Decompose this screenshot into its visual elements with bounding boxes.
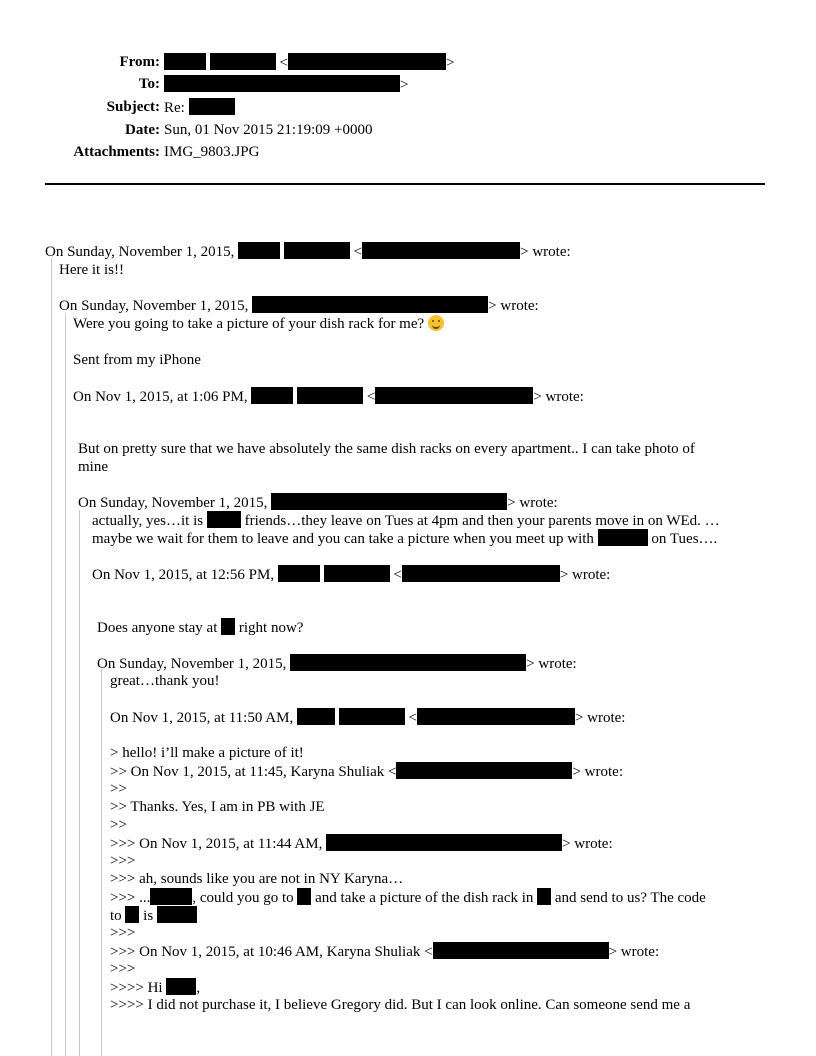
redaction — [189, 98, 235, 115]
redaction — [164, 53, 206, 70]
quoted-line: >>> On Nov 1, 2015, at 10:46 AM, Karyna Shuliak < > wrote: — [110, 944, 660, 960]
quoted-line: >>> — [110, 853, 136, 869]
redaction — [297, 708, 335, 725]
date-value: Sun, 01 Nov 2015 21:19:09 +0000 — [164, 122, 373, 138]
from-value: < > — [164, 53, 454, 72]
redaction — [297, 888, 311, 905]
redaction — [238, 242, 280, 259]
message-text: mine — [78, 459, 108, 475]
quoted-line: >>> ... , could you go to and take a picture of the dish rack in and send to us? The code — [110, 890, 706, 906]
quote-bar — [51, 258, 52, 1056]
redaction — [326, 834, 562, 851]
attachments-row — [0, 143, 160, 165]
subject-label: Subject: — [106, 99, 160, 115]
to-label: To: — [138, 76, 160, 92]
message-text: maybe we wait for them to leave and you can take a picture when you meet up with on Tues…. — [92, 531, 718, 547]
redaction — [221, 618, 235, 635]
redaction — [598, 529, 648, 546]
smiley-emoji-icon — [428, 315, 444, 331]
redaction — [339, 708, 405, 725]
quoted-line: >> — [110, 817, 127, 833]
redaction — [324, 565, 390, 582]
redaction — [278, 565, 320, 582]
quote-attribution: On Nov 1, 2015, at 1:06 PM, < > wrote: — [73, 389, 584, 405]
redaction — [290, 654, 526, 671]
message-text: Does anyone stay at right now? — [97, 620, 304, 636]
redaction — [375, 387, 533, 404]
quote-attribution: On Sunday, November 1, 2015, > wrote: — [59, 298, 539, 314]
attachments-label: Attachments: — [73, 144, 160, 160]
quote-attribution: On Sunday, November 1, 2015, > wrote: — [97, 656, 577, 672]
redaction — [284, 242, 350, 259]
redaction — [210, 53, 276, 70]
message-text: actually, yes…it is friends…they leave on Tues at 4pm and then your parents move in on WEd. … — [92, 513, 720, 529]
quote-attribution: On Sunday, November 1, 2015, > wrote: — [78, 495, 558, 511]
redaction — [271, 493, 507, 510]
date-label: Date: — [125, 122, 160, 138]
header-divider — [45, 183, 765, 185]
redaction — [125, 906, 139, 923]
redaction — [252, 296, 488, 313]
message-text: But on pretty sure that we have absolutely the same dish racks on every apartment.. I can take photo of — [78, 441, 695, 457]
quote-attribution: On Nov 1, 2015, at 11:50 AM, < > wrote: — [110, 710, 626, 726]
date-row — [0, 121, 160, 143]
quoted-line: >>> ah, sounds like you are not in NY Karyna… — [110, 871, 404, 887]
subject-value: Re: — [164, 98, 235, 117]
attachments-value: IMG_9803.JPG — [164, 144, 260, 160]
to-value: > — [164, 75, 408, 94]
redaction — [297, 387, 363, 404]
from-label: From: — [119, 54, 160, 70]
redaction — [150, 888, 192, 905]
quoted-line: >>> — [110, 961, 136, 977]
quote-attribution: On Sunday, November 1, 2015, < > wrote: — [45, 244, 571, 260]
quoted-line: to is — [110, 906, 197, 925]
subject-row — [0, 98, 160, 120]
quote-attribution: On Nov 1, 2015, at 12:56 PM, < > wrote: — [92, 567, 611, 583]
message-text: Here it is!! — [59, 262, 124, 278]
signature-text: Sent from my iPhone — [73, 352, 201, 368]
message-text: Were you going to take a picture of your dish rack for me? — [73, 315, 444, 333]
redaction — [417, 708, 575, 725]
redaction — [288, 53, 446, 70]
redaction — [362, 242, 520, 259]
quoted-line: >>> On Nov 1, 2015, at 11:44 AM, > wrote: — [110, 836, 613, 852]
redaction — [157, 906, 197, 923]
quoted-line: >> Thanks. Yes, I am in PB with JE — [110, 799, 325, 815]
redaction — [537, 888, 551, 905]
message-text: great…thank you! — [110, 673, 220, 689]
redaction — [396, 762, 572, 779]
quoted-line: >> — [110, 781, 127, 797]
quote-bar — [101, 669, 102, 1056]
redaction — [251, 387, 293, 404]
redaction — [164, 75, 400, 92]
from-row — [0, 53, 160, 75]
redaction — [207, 511, 241, 528]
redaction — [402, 565, 560, 582]
quote-bar — [65, 313, 66, 1056]
redaction — [433, 942, 609, 959]
quote-bar — [79, 510, 80, 1056]
to-row — [0, 75, 160, 97]
redaction — [166, 978, 196, 995]
quoted-line: >>> — [110, 925, 136, 941]
quoted-line: >> On Nov 1, 2015, at 11:45, Karyna Shuliak < > wrote: — [110, 764, 623, 780]
quoted-line: > hello! i’ll make a picture of it! — [110, 745, 304, 761]
quoted-line: >>>> I did not purchase it, I believe Gregory did. But I can look online. Can someone send me a — [110, 997, 691, 1013]
quoted-line: >>>> Hi , — [110, 980, 201, 996]
